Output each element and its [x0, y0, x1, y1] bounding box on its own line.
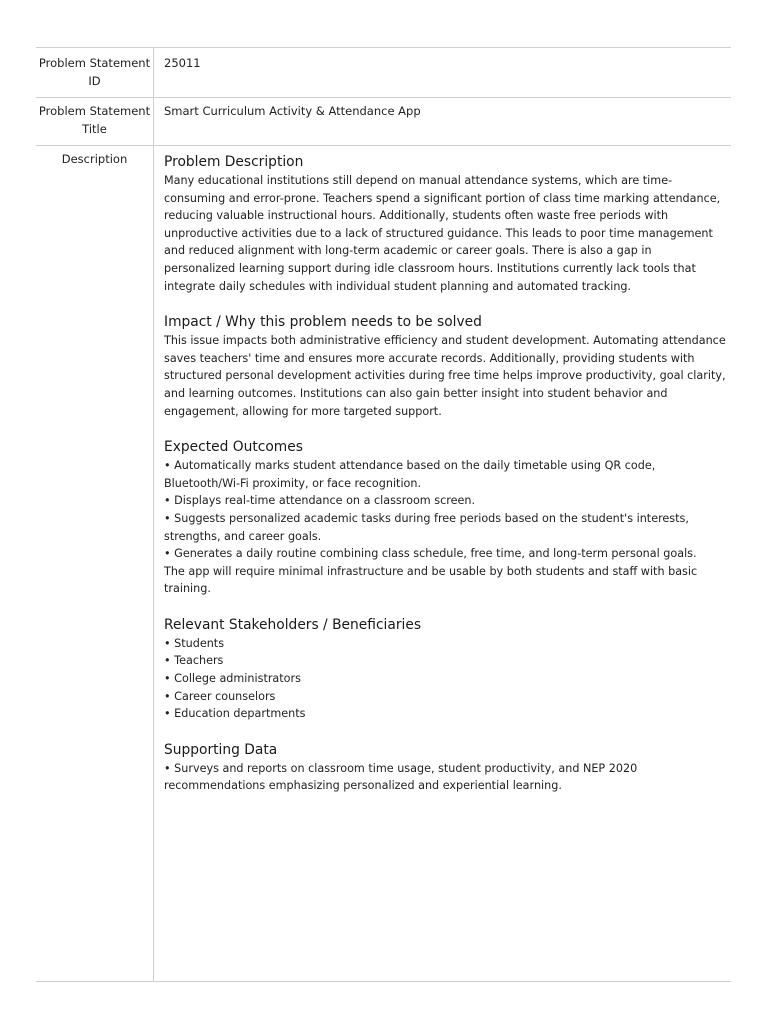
list-item: • Teachers: [164, 652, 726, 670]
list-item: • Suggests personalized academic tasks during free periods based on the student's interests, strengths, and career goals.: [164, 510, 726, 545]
value-problem-statement-id: 25011: [164, 56, 201, 70]
expected-outcomes-section: [164, 437, 726, 598]
list-item: • Education departments: [164, 705, 726, 723]
supporting-data-list: [164, 760, 726, 795]
list-item: • College administrators: [164, 670, 726, 688]
list-item: • Automatically marks student attendance based on the daily timetable using QR code, Bluetooth/Wi-Fi proximity, or face recognition.: [164, 457, 726, 492]
list-item: • Students: [164, 635, 726, 653]
expected-outcomes-list: [164, 457, 726, 563]
label-description: Description: [61, 152, 128, 166]
list-item: • Surveys and reports on classroom time usage, student productivity, and NEP 2020 recommendations emphasizing personalized and experiential learning.: [164, 760, 726, 795]
label-column: [36, 48, 154, 981]
description-content: [164, 152, 726, 812]
supporting-data-section: [164, 740, 726, 795]
list-item: • Generates a daily routine combining class schedule, free time, and long-term personal goals.: [164, 545, 726, 563]
stakeholders-list: [164, 635, 726, 723]
problem-description-text: Many educational institutions still depend on manual attendance systems, which are time-consuming and error-prone. Teachers spend a significant portion of class time marking attendance, reducing valuable instructional hours. Additionally, students often waste free periods with unproductive activities due to a lack of structured guidance. This leads to poor time management and reduced alignment with long-term academic or career goals. There is also a gap in personalized learning support during idle classroom hours. Institutions currently lack tools that integrate daily schedules with individual student planning and automated tracking.: [164, 174, 721, 293]
value-problem-statement-title: Smart Curriculum Activity & Attendance App: [164, 104, 421, 118]
list-item: • Displays real-time attendance on a classroom screen.: [164, 492, 726, 510]
problem-description-heading: Problem Description: [164, 154, 304, 170]
impact-heading: Impact / Why this problem needs to be solved: [164, 314, 482, 331]
supporting-data-heading: Supporting Data: [164, 741, 278, 758]
impact-text: This issue impacts both administrative efficiency and student development. Automating attendance saves teachers' time and ensures more accurate records. Additionally, providing students with structured personal development activities during free time helps improve productivity, goal clarity, and learning outcomes. Institutions can also gain better insight into student behavior and engagement, allowing for more targeted support.: [164, 334, 726, 418]
label-problem-statement-title: Problem Statement Title: [38, 104, 151, 136]
row-divider: [36, 145, 731, 146]
impact-section: [164, 312, 726, 420]
row-divider: [36, 97, 731, 98]
list-item: • Career counselors: [164, 688, 726, 706]
label-problem-statement-id: Problem Statement ID: [38, 56, 151, 88]
problem-description-section: [164, 152, 726, 295]
problem-statement-table: [36, 47, 731, 982]
stakeholders-section: [164, 615, 726, 723]
expected-outcomes-heading: Expected Outcomes: [164, 439, 303, 456]
expected-outcomes-note: The app will require minimal infrastructure and be usable by both students and staff with basic training.: [164, 564, 698, 596]
stakeholders-heading: Relevant Stakeholders / Beneficiaries: [164, 616, 422, 633]
